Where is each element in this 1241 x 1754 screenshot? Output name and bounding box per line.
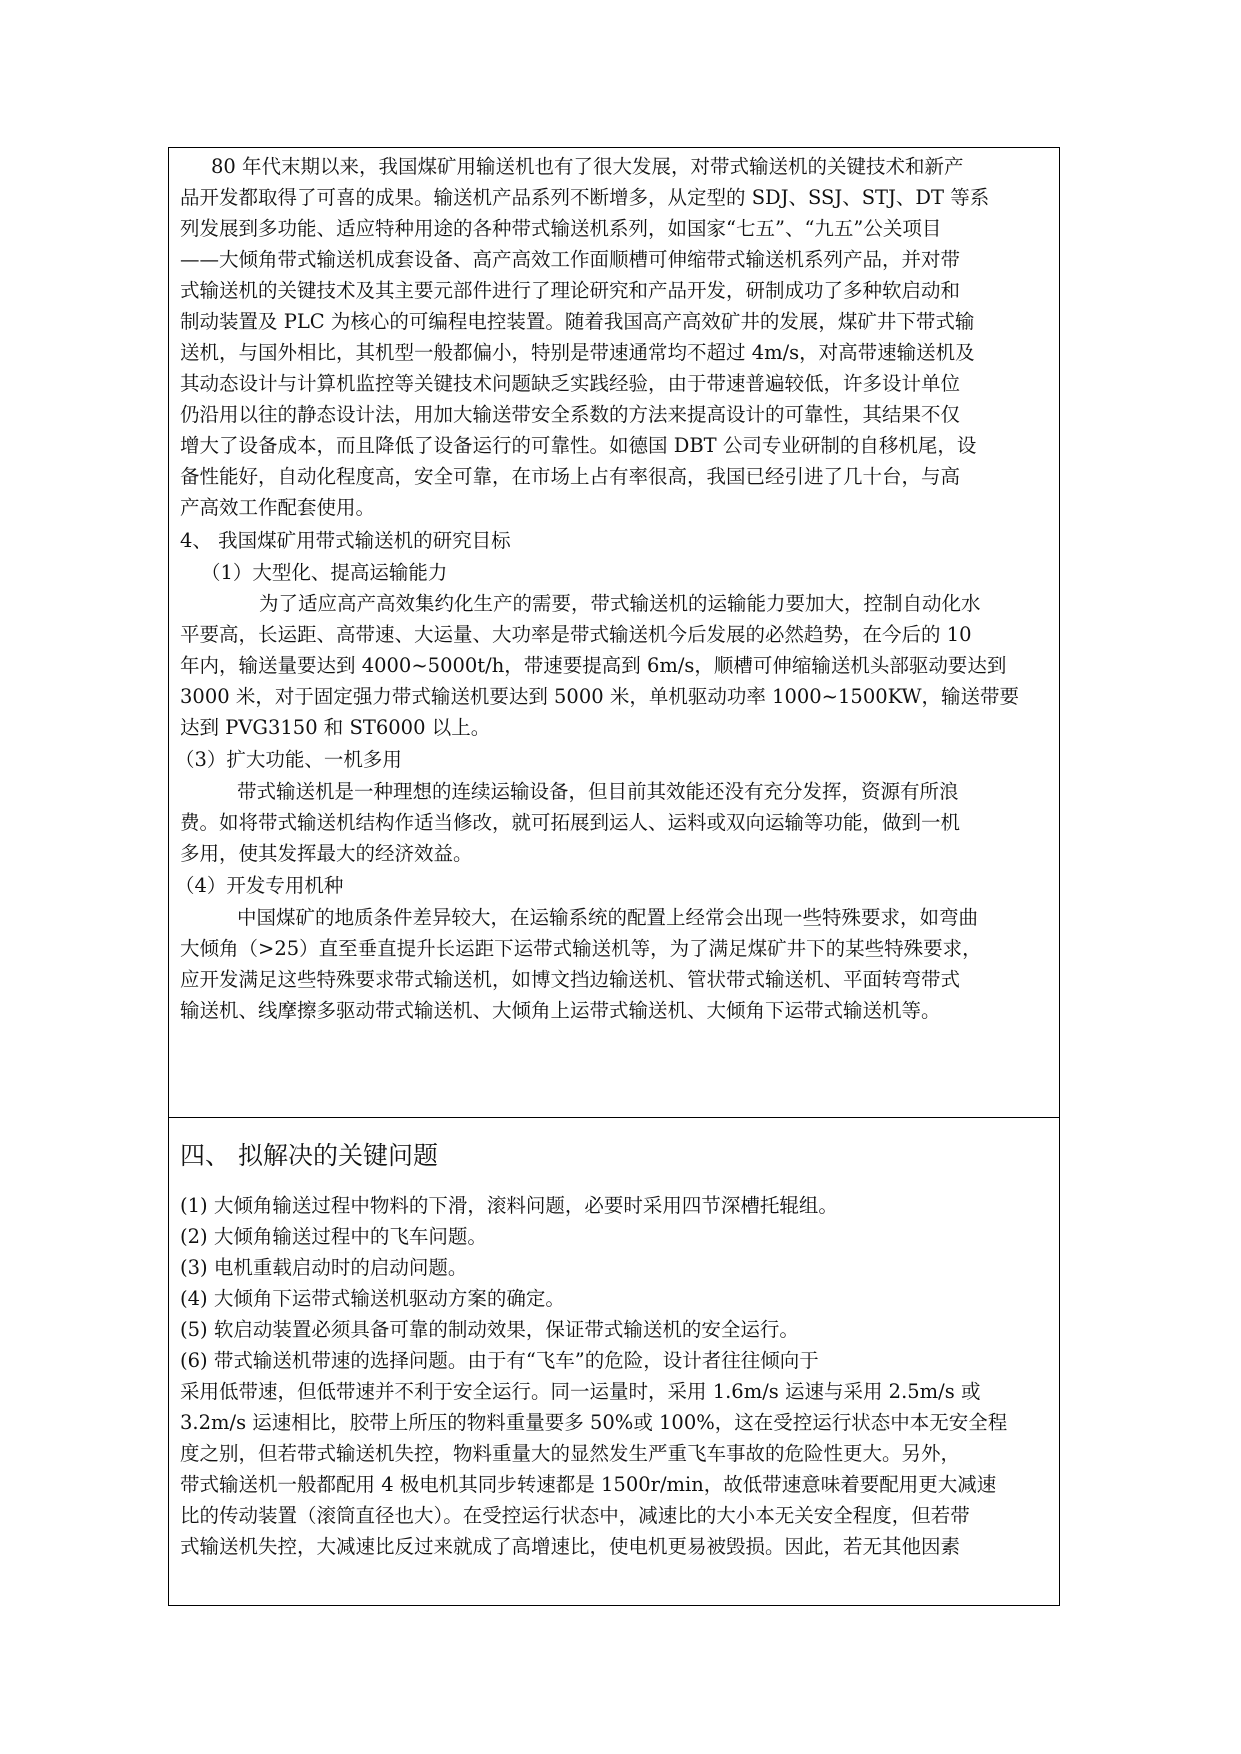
paragraph-line: 输送机、线摩擦多驱动带式输送机、大倾角上运带式输送机、大倾角下运带式输送机等。 [180, 999, 941, 1022]
subsection-title: （3）扩大功能、一机多用 [175, 748, 402, 771]
paragraph-line: 采用低带速，但低带速并不利于安全运行。同一运量时，采用 1.6m/s 运速与采用 2.5m/s 或 [180, 1380, 981, 1403]
paragraph-line: 年内，输送量要达到 4000~5000t/h，带速要提高到 6m/s，顺槽可伸缩输送机头部驱动要达到 [180, 654, 1007, 677]
paragraph-line: 为了适应高产高效集约化生产的需要，带式输送机的运输能力要加大，控制自动化水 [259, 592, 981, 615]
paragraph-line: 平要高，长运距、高带速、大运量、大功率是带式输送机今后发展的必然趋势，在今后的 10 [180, 623, 972, 646]
paragraph-line: 应开发满足这些特殊要求带式输送机，如博文挡边输送机、管状带式输送机、平面转弯带式 [180, 968, 961, 991]
paragraph-line: 度之别，但若带式输送机失控，物料重量大的显然发生严重飞车事故的危险性更大。另外， [180, 1442, 961, 1465]
paragraph-line: 仍沿用以往的静态设计法，用加大输送带安全系数的方法来提高设计的可靠性，其结果不仅 [180, 403, 961, 426]
paragraph-line: 3.2m/s 运速相比，胶带上所压的物料重量要多 50%或 100%，这在受控运行状态中本无安全程 [180, 1411, 1008, 1434]
section-heading: 四、 拟解决的关键问题 [180, 1141, 438, 1170]
paragraph-line: 品开发都取得了可喜的成果。输送机产品系列不断增多，从定型的 SDJ、SSJ、STJ、DT 等系 [180, 186, 990, 209]
paragraph-line: 列发展到多功能、适应特种用途的各种带式输送机系列，如国家“七五”、“九五”公关项目 [180, 217, 942, 240]
paragraph-line: 送机，与国外相比，其机型一般都偏小，特别是带速通常均不超过 4m/s，对高带速输送机及 [180, 341, 975, 364]
paragraph-line: 达到 PVG3150 和 ST6000 以上。 [180, 716, 491, 739]
paragraph-line: 式输送机的关键技术及其主要元部件进行了理论研究和产品开发，研制成功了多种软启动和 [180, 279, 961, 302]
paragraph-line: 多用，使其发挥最大的经济效益。 [180, 842, 473, 865]
paragraph-line: 带式输送机是一种理想的连续运输设备，但目前其效能还没有充分发挥，资源有所浪 [237, 780, 959, 803]
paragraph-line: 增大了设备成本，而且降低了设备运行的可靠性。如德国 DBT 公司专业研制的自移机尾，设 [180, 434, 977, 457]
list-item: (4) 大倾角下运带式输送机驱动方案的确定。 [180, 1287, 565, 1310]
paragraph-line: 制动装置及 PLC 为核心的可编程电控装置。随着我国高产高效矿井的发展，煤矿井下带式输 [180, 310, 975, 333]
paragraph-line: 备性能好，自动化程度高，安全可靠，在市场上占有率很高，我国已经引进了几十台，与高 [180, 465, 961, 488]
paragraph-line: 中国煤矿的地质条件差异较大，在运输系统的配置上经常会出现一些特殊要求，如弯曲 [237, 906, 979, 929]
paragraph-line: 产高效工作配套使用。 [180, 496, 376, 519]
key-problems-cell [168, 1117, 1060, 1606]
paragraph-line: 80 年代末期以来，我国煤矿用输送机也有了很大发展，对带式输送机的关键技术和新产 [211, 155, 964, 178]
paragraph-line: ——大倾角带式输送机成套设备、高产高效工作面顺槽可伸缩带式输送机系列产品，并对带 [180, 248, 961, 271]
list-item: (3) 电机重载启动时的启动问题。 [180, 1256, 468, 1279]
subsection-title: （1）大型化、提高运输能力 [201, 561, 448, 584]
paragraph-line: 式输送机失控，大减速比反过来就成了高增速比，使电机更易被毁损。因此，若无其他因素 [180, 1535, 961, 1558]
section-heading: 4、 我国煤矿用带式输送机的研究目标 [180, 529, 511, 552]
paragraph-line: 比的传动装置（滚筒直径也大）。在受控运行状态中，减速比的大小本无关安全程度，但若带 [180, 1504, 970, 1527]
research-background-cell [168, 147, 1060, 1118]
list-item: (6) 带式输送机带速的选择问题。由于有“飞车”的危险，设计者往往倾向于 [180, 1349, 819, 1372]
paragraph-line: 3000 米，对于固定强力带式输送机要达到 5000 米，单机驱动功率 1000~1500KW，输送带要 [180, 685, 1020, 708]
paragraph-line: 费。如将带式输送机结构作适当修改，就可拓展到运人、运料或双向运输等功能，做到一机 [180, 811, 961, 834]
subsection-title: （4）开发专用机种 [175, 874, 344, 897]
list-item: (1) 大倾角输送过程中物料的下滑，滚料问题，必要时采用四节深槽托辊组。 [180, 1194, 838, 1217]
paragraph-line: 其动态设计与计算机监控等关键技术问题缺乏实践经验，由于带速普遍较低，许多设计单位 [180, 372, 961, 395]
list-item: (5) 软启动装置必须具备可靠的制动效果，保证带式输送机的安全运行。 [180, 1318, 799, 1341]
list-item: (2) 大倾角输送过程中的飞车问题。 [180, 1225, 487, 1248]
paragraph-line: 大倾角（>25）直至垂直提升长运距下运带式输送机等，为了满足煤矿井下的某些特殊要求， [180, 937, 982, 960]
paragraph-line: 带式输送机一般都配用 4 极电机其同步转速都是 1500r/min，故低带速意味着要配用更大减速 [180, 1473, 997, 1496]
